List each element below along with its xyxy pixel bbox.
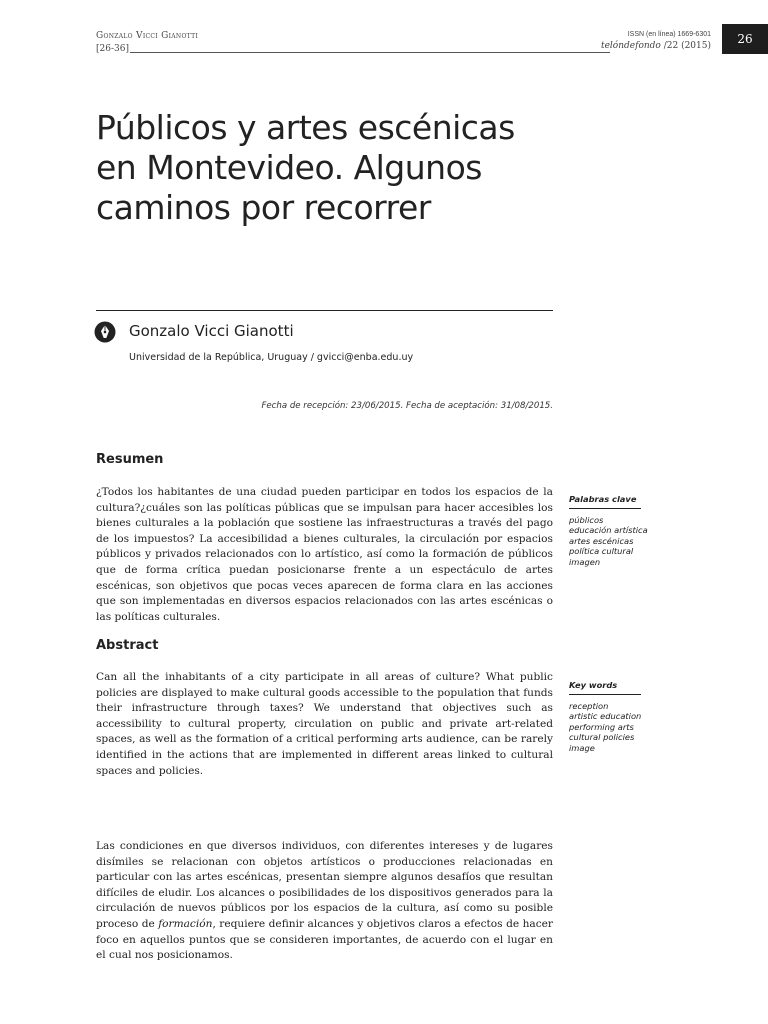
keyword: reception bbox=[569, 701, 609, 711]
page-number: 26 bbox=[722, 24, 768, 54]
header-issn: ISSN (en línea) 1669-6301 bbox=[627, 31, 711, 38]
journal-issue: /22 (2015) bbox=[663, 41, 711, 51]
keywords-es bbox=[569, 487, 659, 567]
resumen-text: ¿Todos los habitantes de una ciudad pueden participar en todos los espacios de la cultura?¿cuáles son las políticas públicas que se impulsan para hacer accesibles los bienes culturales a la población que sostiene las infraestructuras a través del pago de los impuestos? La accesibilidad a bienes culturales, la circulación por espacios públicos y privados relacionados con lo artístico, así como la formación de públicos que de forma crítica puedan posicionarse frente a un espectáculo de artes escénicas, son objetivos que pocas veces aparecen de forma clara en las acciones que son implementadas en diversos espacios relacionados con las artes escénicas o las políticas culturales. bbox=[96, 486, 553, 623]
body-text-emphasis: formación bbox=[158, 917, 213, 930]
body-paragraph bbox=[96, 839, 553, 964]
author-name: Gonzalo Vicci Gianotti bbox=[129, 322, 294, 340]
pen-nib-icon bbox=[94, 321, 116, 343]
header-author: Gonzalo Vicci Gianotti bbox=[96, 31, 199, 41]
running-header-right bbox=[601, 31, 711, 51]
keyword: cultural policies bbox=[569, 732, 635, 743]
article-title: Públicos y artes escénicas en Montevideo. Algunos caminos por recorrer bbox=[96, 108, 515, 227]
keyword: política cultural bbox=[569, 546, 634, 557]
abstract-heading: Abstract bbox=[96, 638, 159, 653]
keyword: artes escénicas bbox=[569, 535, 634, 546]
header-rule bbox=[130, 52, 610, 53]
resumen-heading: Resumen bbox=[96, 452, 164, 467]
submission-dates: Fecha de recepción: 23/06/2015. Fecha de aceptación: 31/08/2015. bbox=[261, 401, 553, 411]
abstract-text: Can all the inhabitants of a city participate in all areas of culture? What public policies are displayed to make cultural goods accessible to the population that funds their infrastructure through taxes? We understand that objectives such as accessibility to cultural property, circulation on public and private art-related spaces, as well as the formation of a critical performing arts audience, can be rarely identified in the actions that are implemented in different areas linked to cultural spaces and policies. bbox=[96, 671, 553, 777]
keywords-en-list bbox=[569, 701, 659, 753]
body-text-end: , requiere definir alcances y objetivos claros a efectos de hacer foco en aquellos puntos que se consideren importantes, de acuerdo con el lugar en el cual nos posicionamos. bbox=[96, 917, 553, 962]
keyword: imagen bbox=[569, 556, 601, 567]
keyword: performing arts bbox=[569, 721, 634, 732]
header-page-range: [26-36] bbox=[96, 44, 129, 54]
journal-name: telóndefondo bbox=[600, 41, 661, 51]
keywords-en-title: Key words bbox=[569, 680, 641, 695]
title-rule bbox=[96, 310, 553, 311]
running-header-left bbox=[96, 31, 198, 54]
header-journal bbox=[601, 41, 711, 51]
keyword: artistic education bbox=[569, 711, 642, 722]
body-text-start: Las condiciones en que diversos individuos, con diferentes intereses y de lugares disímiles se relacionan con objetos artísticos o producciones relacionadas en particular con las artes escénicas, presentan siempre algunos desafíos que resultan difíciles de eludir. Los alcances o posibilidades de los dispositivos generados para la circulación de nuevos públicos por los espacios de la cultura, así como su posible proceso de bbox=[96, 840, 553, 930]
keywords-es-list bbox=[569, 515, 659, 567]
author-affiliation: Universidad de la República, Uruguay / gvicci@enba.edu.uy bbox=[129, 352, 414, 363]
keywords-en bbox=[569, 673, 659, 753]
keyword: image bbox=[569, 742, 595, 753]
keyword: educación artística bbox=[569, 525, 648, 536]
keyword: públicos bbox=[569, 515, 604, 525]
keywords-es-title: Palabras clave bbox=[569, 494, 641, 509]
